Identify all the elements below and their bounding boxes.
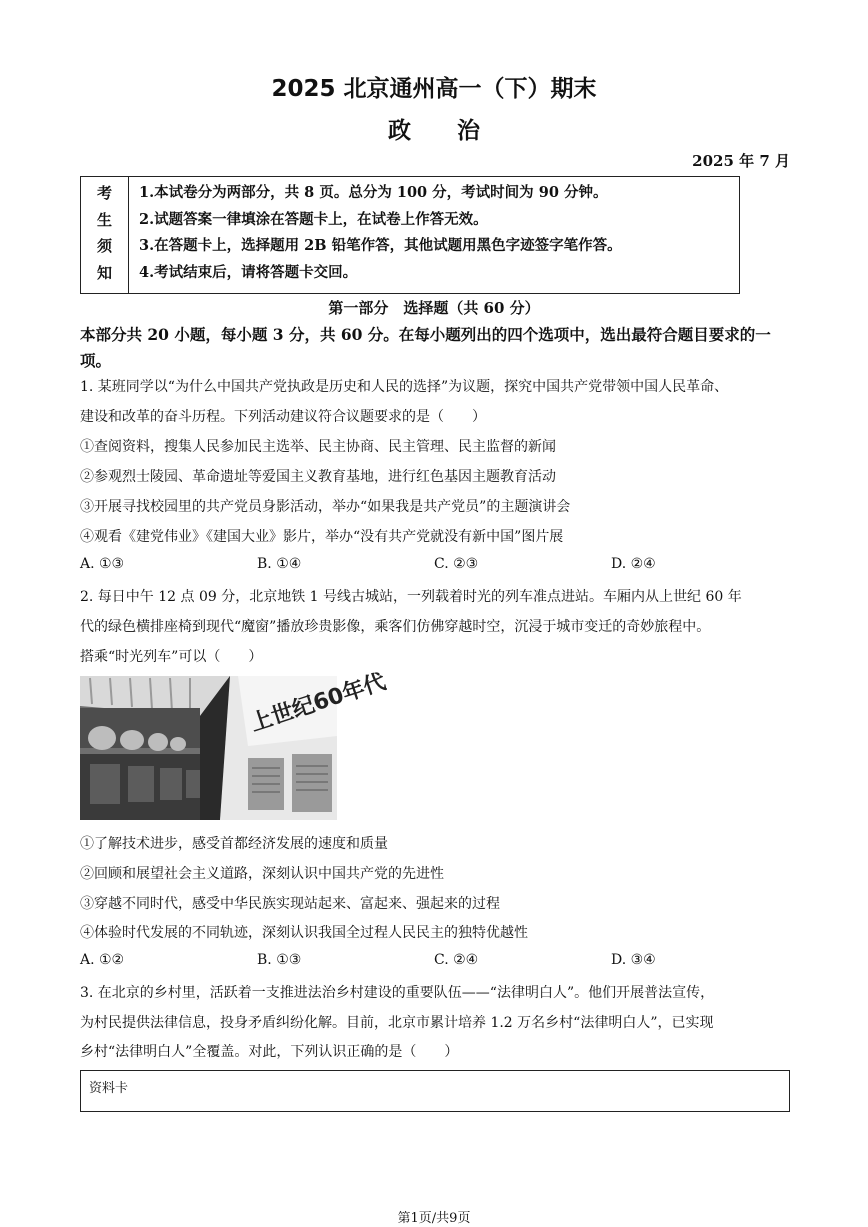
info-card-label: 资料卡: [89, 1081, 129, 1096]
q1-item: ③开展寻找校园里的共产党员身影活动，举办“如果我是共产党员”的主题演讲会: [80, 499, 571, 515]
q1-item: ②参观烈士陵园、革命遗址等爱国主义教育基地，进行红色基因主题教育活动: [80, 469, 556, 485]
q1-item: ④观看《建党伟业》《建国大业》影片，举办“没有共产党就没有新中国”图片展: [80, 529, 564, 545]
exam-notice-box: [80, 176, 740, 294]
exam-subject: 政治: [388, 118, 526, 144]
notice-heading-char: 考: [96, 184, 112, 202]
q2-item: ①了解技术进步，感受首都经济发展的速度和质量: [80, 836, 388, 852]
q2-option-c: C. ②④: [434, 952, 479, 968]
q2-item: ②回顾和展望社会主义道路，深刻认识中国共产党的先进性: [80, 866, 444, 882]
notice-items: [139, 180, 733, 286]
q3-stem-line: 为村民提供法律信息，投身矛盾纠纷化解。目前，北京市累计培养 1.2 万名乡村“法律明白人”，已实现: [80, 1015, 714, 1031]
q1-option-b: B. ①④: [257, 556, 302, 572]
q2-item: ③穿越不同时代，感受中华民族实现站起来、富起来、强起来的过程: [80, 896, 500, 912]
notice-item: 1.本试卷分为两部分，共 8 页。总分为 100 分，考试时间为 90 分钟。: [139, 184, 608, 201]
info-card-box: [80, 1070, 790, 1112]
q3-stem-line: 3. 在北京的乡村里，活跃着一支推进法治乡村建设的重要队伍——“法律明白人”。他们开展普法宣传，: [80, 985, 715, 1001]
notice-heading-char: 生: [96, 210, 112, 229]
q2-option-a: A. ①②: [80, 952, 125, 968]
q1-option-d: D. ②④: [611, 556, 656, 572]
q2-stem-line: 搭乘“时光列车”可以（ ）: [80, 649, 263, 665]
q2-item: ④体验时代发展的不同轨迹，深刻认识我国全过程人民民主的独特优越性: [80, 925, 528, 941]
subway-train-photo: [80, 669, 389, 820]
notice-heading-char: 须: [96, 237, 112, 255]
notice-heading-char: 知: [96, 263, 112, 282]
notice-item: 2.试题答案一律填涂在答题卡上，在试卷上作答无效。: [139, 210, 488, 228]
q2-stem-line: 代的绿色横排座椅到现代“魔窗”播放珍贵影像，乘客们仿佛穿越时空，沉浸于城市变迁的奇妙旅程中。: [80, 619, 711, 635]
page-number: 第1页/共9页: [397, 1211, 471, 1226]
notice-item: 4.考试结束后，请将答题卡交回。: [139, 263, 358, 281]
exam-title: 2025 北京通州高一（下）期末: [271, 76, 597, 102]
notice-item: 3.在答题卡上，选择题用 2B 铅笔作答，其他试题用黑色字迹签字笔作答。: [139, 237, 622, 254]
exam-date: 2025 年 7 月: [692, 152, 790, 170]
q1-option-c: C. ②③: [434, 556, 479, 572]
q2-option-b: B. ①③: [257, 952, 302, 968]
q2-option-d: D. ③④: [611, 952, 656, 968]
q1-stem-line: 建设和改革的奋斗历程。下列活动建议符合议题要求的是（ ）: [80, 409, 486, 425]
photo-caption-text: 上世纪60年代: [247, 669, 389, 737]
section-intro: 本部分共 20 小题，每小题 3 分，共 60 分。在每小题列出的四个选项中，选出最符合题目要求的一项。: [80, 325, 771, 370]
q1-option-a: A. ①③: [80, 556, 125, 572]
q3-stem-line: 乡村“法律明白人”全覆盖。对此，下列认识正确的是（ ）: [80, 1044, 459, 1060]
q1-item: ①查阅资料，搜集人民参加民主选举、民主协商、民主管理、民主监督的新闻: [80, 439, 556, 455]
notice-heading: [81, 177, 129, 293]
q1-stem-line: 1. 某班同学以“为什么中国共产党执政是历史和人民的选择”为议题，探究中国共产党带领中国人民革命、: [80, 379, 729, 395]
q2-stem-line: 2. 每日中午 12 点 09 分，北京地铁 1 号线古城站，一列载着时光的列车准点进站。车厢内从上世纪 60 年: [80, 589, 742, 605]
section-title: 第一部分 选择题（共 60 分）: [328, 299, 540, 317]
